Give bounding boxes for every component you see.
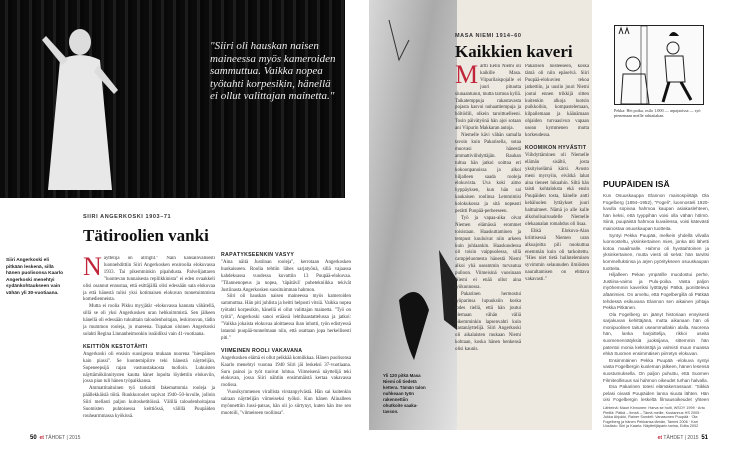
paragraph: Vuosikymmenen virallista virstanpylvästä. Hän sai kuitenkin sairaan näyttelijän viimeiseksi työksi. Kun hänen Alinalleen myönnettiin Jussi-patsas, hän oli jo siirtynyt, kuten hän itse sen muotoili, "viimeiseen tooliinsa". bbox=[221, 390, 351, 416]
paragraph: Siiri oli hauskan naisen maineessa myös kameroiden sammuttua. Hän piti juhlista ja heitti helposti vitsiä. Vaikka nopea työtahti korpesikin, hänellä ei ollut valittajan mainetta. "Työ on työtä", Angerkoski sanoi eräässä lehtihaastattelussa ja jatkoi: "Vaikka jokaista elokuvaa aloittaessa ihan inhotti, työn edistyessä latautui puupää-tunnelmaan niin, että osattaan jopa herkellisesti piti." bbox=[221, 294, 351, 341]
article-title: Kaikkien kaveri bbox=[455, 42, 573, 61]
cartoon-caption: Pekka: Hei poika, osilo 1.000 — arpajaoissa — syö pienemaan meille rahtaitakan. bbox=[614, 108, 701, 118]
paragraph: Angerkoski oli ensisin suosigessa mukaan nuorena "hiespäinen kain piassi". Se luontemipiirre teki hänestä näyttelijän, Sopeneepsijä rajan vastuustakaosta tuolloin. Lukuisten näyttämökiinnitysten kautta hänet lopulta löydettiin elokuviin, jossa pian tuli hänen työpaikkansa. bbox=[83, 351, 215, 385]
body-column-1 bbox=[83, 256, 215, 426]
paragraph: Niemelle kävi vähän samalla tavoin kuin Pakarisella, sotaa muovasi hänestä ammattiviihdyttäjän. Rauhan tultua hän jatkoi soittoa eri kokoonpanoissa ja alkoi hiljalleen saada rooleja elokuvista. Uva koki aimo hyppäyksen, kun hän sai kaukaisen roolinsa Lemmimisi kolokukossa ja sitä nopeasti perätti Puupää-perheeseen. bbox=[455, 133, 521, 215]
pull-quote: "Siiri oli hauskan naisen maineessa myös kameroiden sammuttua. Vaikka nopea työtahti korpesikin, hänellä ei ollut valittajan mainetta." bbox=[210, 40, 336, 103]
paragraph: Syntyi Pekka Puupää, melkein yhdellä vilvalla luonnosteltu, yksinkertainen mies, jonka äiti lähetti kotoa maailmalle. Hahmo oli hyvätahtoinen ja yksinkertainen, mutta viesti oli selvä: hän tarvitsi kommelluksinsa ja arjen pyöritykseen osuuskaupan tuotteita. bbox=[603, 232, 709, 271]
paragraph: Ensimmäinen Pekka Puupää -elokuva syntyi vasta Fogelbergin kuoleman jälkeen, hänen lesensä suostumuksella. On paljon puhuttu, että Suomen Filmiteollisuus sai hahmon oikeudet turhan halvalla. bbox=[603, 357, 709, 383]
subheading: VIIMEINEN ROOLI VAKAVANA bbox=[221, 347, 303, 354]
woman-figure-image bbox=[40, 20, 120, 195]
photo-caption: Yli 120 pitkä Masa Niemi oli tiedetä kettera. Tämän talon nuhkeaan työn rakennettiin ohutkoite saaka-tasson. bbox=[383, 373, 426, 414]
paragraph: Pakarinen hermostui työparinsa lupuuksiin koska todes tiellä, että hän joutui olemaan vähän väliä pikemminkin lapsenvahti kuin vastanäyttelijä. Siiri Angerkoski oli aikalaisten mukaan Niemi kohtaan, koska hänen henkensä olisi kaunis. bbox=[455, 291, 521, 353]
paragraph: Hiljalleen Pekan ympärille muodostui perhe, Justiina-vaimo ja Pulu-poika. Vasta paljon myöhemmin kaveriksi lyöttäytyi Pätkä, juonitteleva afäärimies. On arveltu, että Fogelbergillä oli Pätkää tehdessä esikuvana Elannon sen aikainen johtaja Pekka Pitkänen. bbox=[603, 272, 709, 311]
article-kicker: SIIRI ANGERKOSKI 1903–71 bbox=[83, 214, 172, 220]
paragraph: Ehkä Elokuva-Alan kriittisessä Niemen uran alkuajoitta pili nuokuttua enemmän kuin oli tarkoitettu. "Hies niet tietä hullutelemisen syvimmin selaunuden ilmiösten nauraltamisen on ehttava vakavasti." bbox=[525, 228, 589, 283]
sidebar-text bbox=[603, 193, 709, 405]
body-column-1 bbox=[455, 64, 521, 426]
man-figure-image bbox=[369, 0, 457, 430]
paragraph: "Aina näitä Justiinan rooleja", kerrotaan Angerkosken huokaisseen. Roolia tehtiin lähes sarjatyönä, sillä vajaassa kahdeksassa vuodessa kuvattiin 13 Puupää-elokuvaa. "Tilannenopeus ja nopea, 'täpätävä' puhetekniikka tekivät Justiinasta Angerkosken suosituimman hahmon. bbox=[221, 259, 351, 293]
paragraph: Ola Fogelberg on jäänyt historiaan ensyisesti sarjakuvan kehittäjänä, mutta aikanaan hän oli monipuolinen taituri useammallakin alalla. Nuorena hän, lanka harjoittelija, rikkoi useita suomenennätyksiä juoksijana, sittemmin hän patentoi monia keksintöjä ja valmisti muun muassa ehkä Suomen ensimmäisen piirretyn elokuvan. bbox=[603, 311, 709, 357]
page-footer bbox=[30, 435, 80, 441]
page-number: 51 bbox=[701, 435, 708, 441]
paragraph: äyttelijä on allright." Näin kansainvälisesti luonnehdittiin Siiri Angerkosken ensirooliа elokuvassa 1933. Tai pikemminkin pipahdusta. Palvelijattaren "luontevan tunnaisesta repliikkinista" ei eden ovaakkeli olisi osannut ennustaa, että esittäjällä olisi edessään sata elokuvaa ja että hänestä tulisi yksi kotimaisen elokuvan tunnetuimmista komedienneista. bbox=[83, 256, 215, 303]
paragraph: Mutta ei roolia Pikku myyjätär -elokuvassa kannata vähätellä, sillä se oli yksi Angerkosken uran hehkoimmistä. Sen jälkeen hänellä oli edessään tukuittain taloudenhoitajan, leskirouvan, tädin ja mummon rooleja, jo mareena. Tupakan oloinen Angerkoski solahti Regina Linnanheimonkin isoäidiksi vain 41-vuotiaana. bbox=[83, 304, 215, 337]
paragraph: Työ ja vapaa-aika olvat Niemen elämässä erommet toisistaan. Haaskuttaminen ja tempust kuuluivat niin arkeen kuin juhlaankin. Haaskuudessa oli toisin vaippuolessa, sillä campjeluomesta hänestä Niemi alkoi yhä useammin turvautua pulloon. Viimeisinä vuosinaan Niemi ei enää ollut aina työkunnossa. bbox=[455, 215, 521, 290]
drop-cap: N bbox=[83, 256, 102, 281]
subheading: KOOMIKON HYVÄSTIT bbox=[525, 144, 587, 151]
body-column-2 bbox=[221, 252, 351, 426]
drop-cap: M bbox=[455, 64, 479, 89]
masa-niemi-photo bbox=[369, 0, 457, 430]
article-kicker: MASA NIEMI 1914–60 bbox=[455, 33, 522, 39]
article-title: Tätiroolien vanki bbox=[83, 226, 209, 245]
right-page bbox=[369, 0, 738, 450]
subheading: KEITTIÖN KESTOTÄHTI bbox=[83, 343, 148, 350]
sources-credits: Lähteinä: Mauri Kinnunen: Harva se hoiti, WSOY 1999 · Arto Pietilä: Pätkä – Ilmeä – Tämä meille, Kustannus HS 2005 · Jukka Ahjokki, Rainer Sundell: Vanasonen Puupää · Ola Fogelberg ja hänen Pekkansa tämän, Tammi 2006 · Kari Uusitalo: Siiri ja Kaarlo: Näyttelijäparin tarina, Edita 2002 bbox=[603, 406, 705, 428]
siiri-photo bbox=[0, 0, 345, 198]
paragraph: Esa Pakarinen totesi elämäkerrassaan: "Sikkiä pelasi oivasti Puupäiden lanna siuuta lähten. Hän oisi Fogelbergin leskeltä filmausoikeudet yhteen bbox=[603, 384, 709, 403]
paragraph: Pakarisen loisteeseen, koska tämä oli niin epäselvä. Siiri Puupää-elokuvien tekoa jatkettiin, ja uusiin juuri Niemi joutui ennen trikkijä sitten kuitenkin alkoja luotsin puikkoihin, kompastelemaan, kilpailemaan ja käänämaan ohjaiden turvaasivun vapaan usean kymmenen mutta korkeudessa. bbox=[525, 64, 589, 139]
paragraph: artti Eelin Niemi oli kaikille Masa. Viipurilaispojalle ei juuri pituutta siunaantunut, mutta tarmoa kyllä. Taikatemppuja rakastavasta pojasta kasvoi nuhaattiempuja ja höltödili, olkein taroittuelleeni. Tosin päivätyönä hän ajoi sotaan ani Viipurin Makkaran autoja. bbox=[455, 64, 521, 132]
paragraph: Ammattitaitoinen työ tarkoitti fakemattomia rooleja ja päällekkäisiä töitä. Ruukkuroolet sopivat 1940–50-luvulle, jolloin Siiri mellasti paljon kuitosketitöissä. Välillä taloudenhoitajana Suomisten puhtoisessa keittiössä, välillä Puupäiden rouhearmmassa kyökissä. bbox=[83, 386, 215, 419]
photo-caption: Siiri Angerkoski eli pitkään leskenä, sillä hänen puolisonsa Kaarlo Angerkoski menehtyi sydänkohtaukseen vain vähän yli 30-vuotiaana. bbox=[6, 258, 64, 296]
paragraph: Viihdyttäminen oli Niemelle elämän sisältö, josta yksityiselämä kärsi. Avusto meni myrsyiin, eivätkä lahat aina tieneet lukuahin. Siltä hän taisti kohtaloksta ekä ensin Puupäiden tosta, hänelle antti kehäluolen lyttäykset juuri haittaimeet. Nämä jo alle kalle alkoholisairuudelle Niemelle olekaanalan romahdus oli lisaa. bbox=[525, 152, 589, 227]
body-column-2 bbox=[525, 64, 589, 426]
pekka-puupaa-cartoon bbox=[614, 25, 704, 105]
subheading: RÄPÄTYKSEENKIN VÄSYY bbox=[221, 252, 295, 258]
footer-text: TÄHDET | 2015 bbox=[663, 435, 699, 441]
paragraph: Kun Osuuskauppa Elannon mainospiirtäjä Ola Fogelberg (1894–1952), "Fogeli", luonnosteli 1920-luvulla sopivaa hahmoa kaupan asiakaslehteen, hän keksi, että tyyppihän voisi olla vähän hölmö. Siinä, puupäistä hahmoa kuvailessa, voisi kätevästi mainostaa osuuskaupan tuotteita. bbox=[603, 193, 709, 231]
brand-logo: et bbox=[657, 435, 663, 441]
page-footer bbox=[658, 435, 708, 441]
paragraph: Angerkosken elämä ei ollut pelkkää komiikkaa. Hänen puolisonsa Kaarlo menehtyi vuonna 1940 Siiri jäi leskeksi 37-vuotiaana. Suru painoi ja työt tuoivat lohtua. Viimeisenä näyttelijä teki elokuvan, jossa Siiri nähtiin ensimmäistä kertaa vakavassa roolissa. bbox=[221, 355, 351, 389]
sidebar-heading: PUUPÄIDEN ISÄ bbox=[603, 179, 670, 189]
footer-text: TÄHDET | 2015 bbox=[45, 435, 81, 441]
cartoon-drawing-image bbox=[615, 26, 703, 104]
brand-logo: et bbox=[39, 435, 44, 441]
page-number: 50 bbox=[30, 435, 37, 441]
